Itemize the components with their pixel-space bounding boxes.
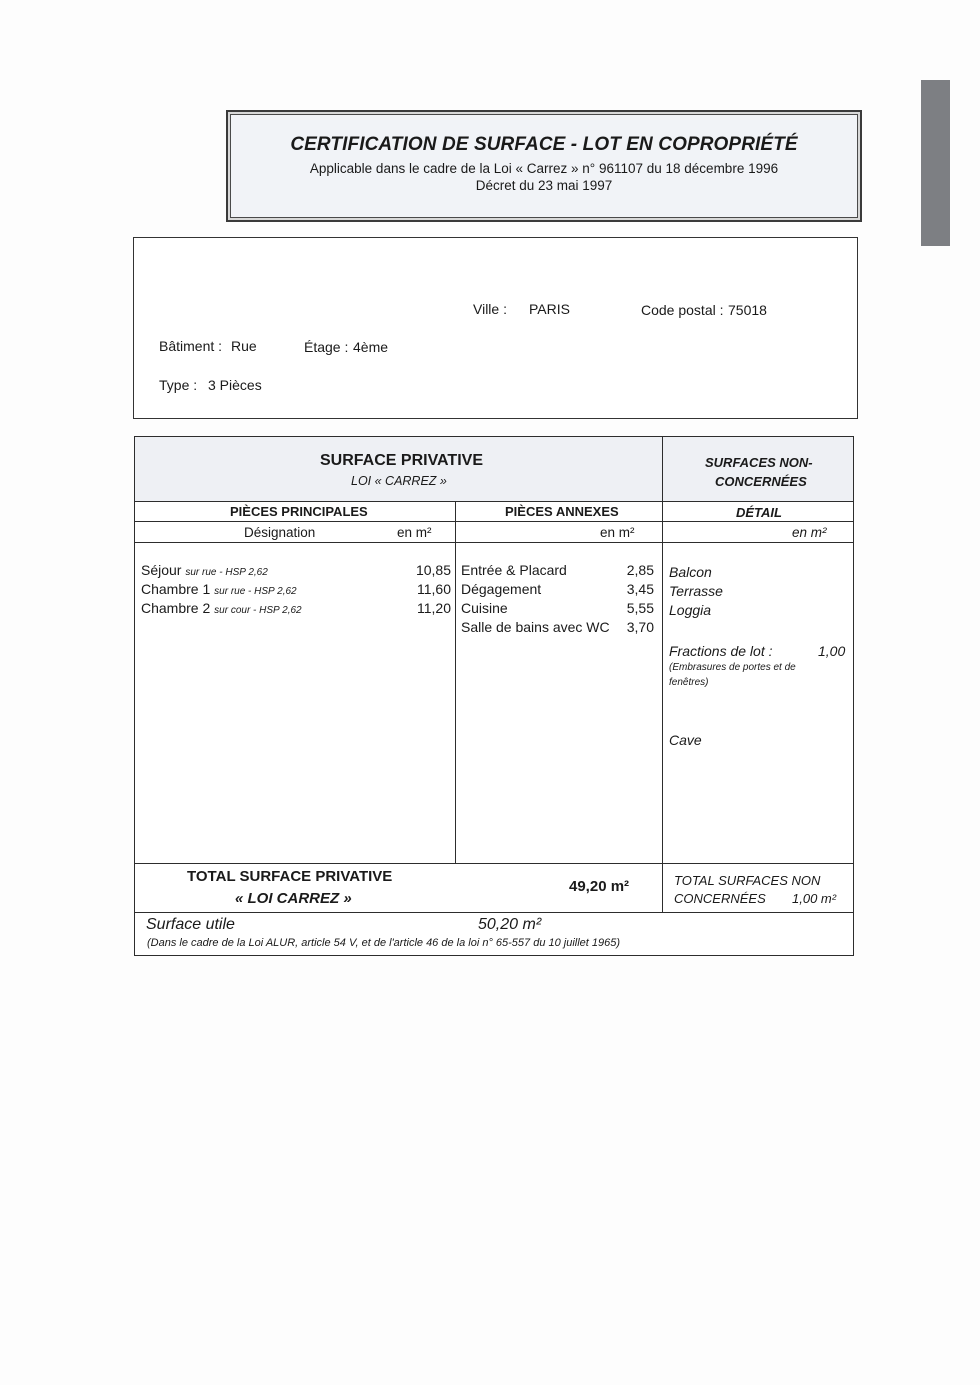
non-concernees-list [669,564,849,621]
grid-line [135,542,853,543]
fractions-note-1: (Embrasures de portes et de [669,662,796,673]
ville-label: Ville : [473,301,507,317]
fractions-note-2: fenêtres) [669,677,709,688]
list-item [461,619,654,638]
pieces-annexes-list [461,562,654,638]
list-item [461,581,654,600]
fractions-value: 1,00 [818,643,846,659]
list-item: Terrasse [669,583,723,599]
grid-line [135,521,853,522]
list-item: Loggia [669,602,712,618]
unit-principales: en m² [397,525,432,540]
room-area: 5,55 [626,600,654,616]
room-note: sur rue - HSP 2,62 [214,586,297,597]
list-item [461,600,654,619]
fractions-label: Fractions de lot : [669,643,773,659]
room-name: Dégagement [461,581,542,597]
total-non-label-2: CONCERNÉES [674,891,766,906]
grid-line [135,863,853,864]
total-value: 49,20 m² [569,878,630,895]
room-name: Cuisine [461,600,508,616]
ville-value: PARIS [529,301,570,317]
type-label: Type : [159,377,198,393]
total-non-value: 1,00 m² [792,891,837,906]
room-name: Salle de bains avec WC [461,619,610,635]
total-label-2-text: « LOI CARREZ » [235,890,352,907]
room-area: 11,20 [417,600,451,616]
room-name: Chambre 2 [141,600,211,616]
detail-heading: DÉTAIL [736,505,782,520]
room-area: 3,70 [626,619,654,635]
grid-line [135,501,853,502]
room-note: sur rue - HSP 2,62 [185,567,268,578]
total-non-label-1: TOTAL SURFACES NON [674,873,821,888]
unit-detail: en m² [792,525,827,540]
room-name: Entrée & Placard [461,562,567,578]
total-label-2 [235,890,352,907]
room-note: sur cour - HSP 2,62 [214,605,302,616]
title-box [226,110,862,222]
room-name: Chambre 1 [141,581,211,597]
room-area: 10,85 [415,562,451,578]
list-item [141,581,451,600]
code-postal-label: Code postal : [641,302,724,318]
pieces-principales-list [141,562,451,619]
batiment-label: Bâtiment : [159,338,223,354]
surface-utile-value: 50,20 m² [478,916,542,933]
list-item [461,562,654,581]
property-info-box [133,237,858,419]
document-title: CERTIFICATION DE SURFACE - LOT EN COPROPRIÉTÉ [290,134,798,155]
etage-label: Étage : [304,339,349,355]
etage-value: 4ème [353,339,389,355]
list-item [141,600,451,619]
loi-carrez-subheading: LOI « CARREZ » [351,474,447,488]
title-inner [230,114,858,218]
surface-utile-note: (Dans le cadre de la Loi ALUR, article 54 V, et de l'article 46 de la loi n° 65-557 du 10 juillet 1965) [147,937,621,949]
list-item: Balcon [669,564,712,580]
type-value: 3 Pièces [208,377,262,393]
grid-line [455,501,456,863]
surfaces-non-concernees-heading-2: CONCERNÉES [715,474,807,489]
surfaces-non-concernees-heading-1: SURFACES NON- [705,455,813,470]
unit-annexes: en m² [600,525,635,540]
total-label-1: TOTAL SURFACE PRIVATIVE [187,868,393,885]
grid-line [135,912,853,913]
room-area: 3,45 [626,581,654,597]
room-area: 2,85 [626,562,654,578]
surface-utile-label: Surface utile [146,916,235,933]
designation-heading: Désignation [244,525,316,540]
surface-table [134,436,854,956]
pieces-annexes-heading: PIÈCES ANNEXES [505,504,619,519]
room-area: 11,60 [417,581,451,597]
side-tab-marker [921,80,950,246]
document-decree: Décret du 23 mai 1997 [475,178,613,193]
pieces-principales-heading: PIÈCES PRINCIPALES [230,504,368,519]
cave-label: Cave [669,732,702,748]
code-postal-value: 75018 [728,302,767,318]
list-item [141,562,451,581]
surface-privative-heading: SURFACE PRIVATIVE [320,452,483,469]
document-subtitle: Applicable dans le cadre de la Loi « Carrez » n° 961107 du 18 décembre 1996 [309,161,779,176]
room-name: Séjour [141,562,182,578]
batiment-value: Rue [231,338,257,354]
grid-line [662,437,663,912]
